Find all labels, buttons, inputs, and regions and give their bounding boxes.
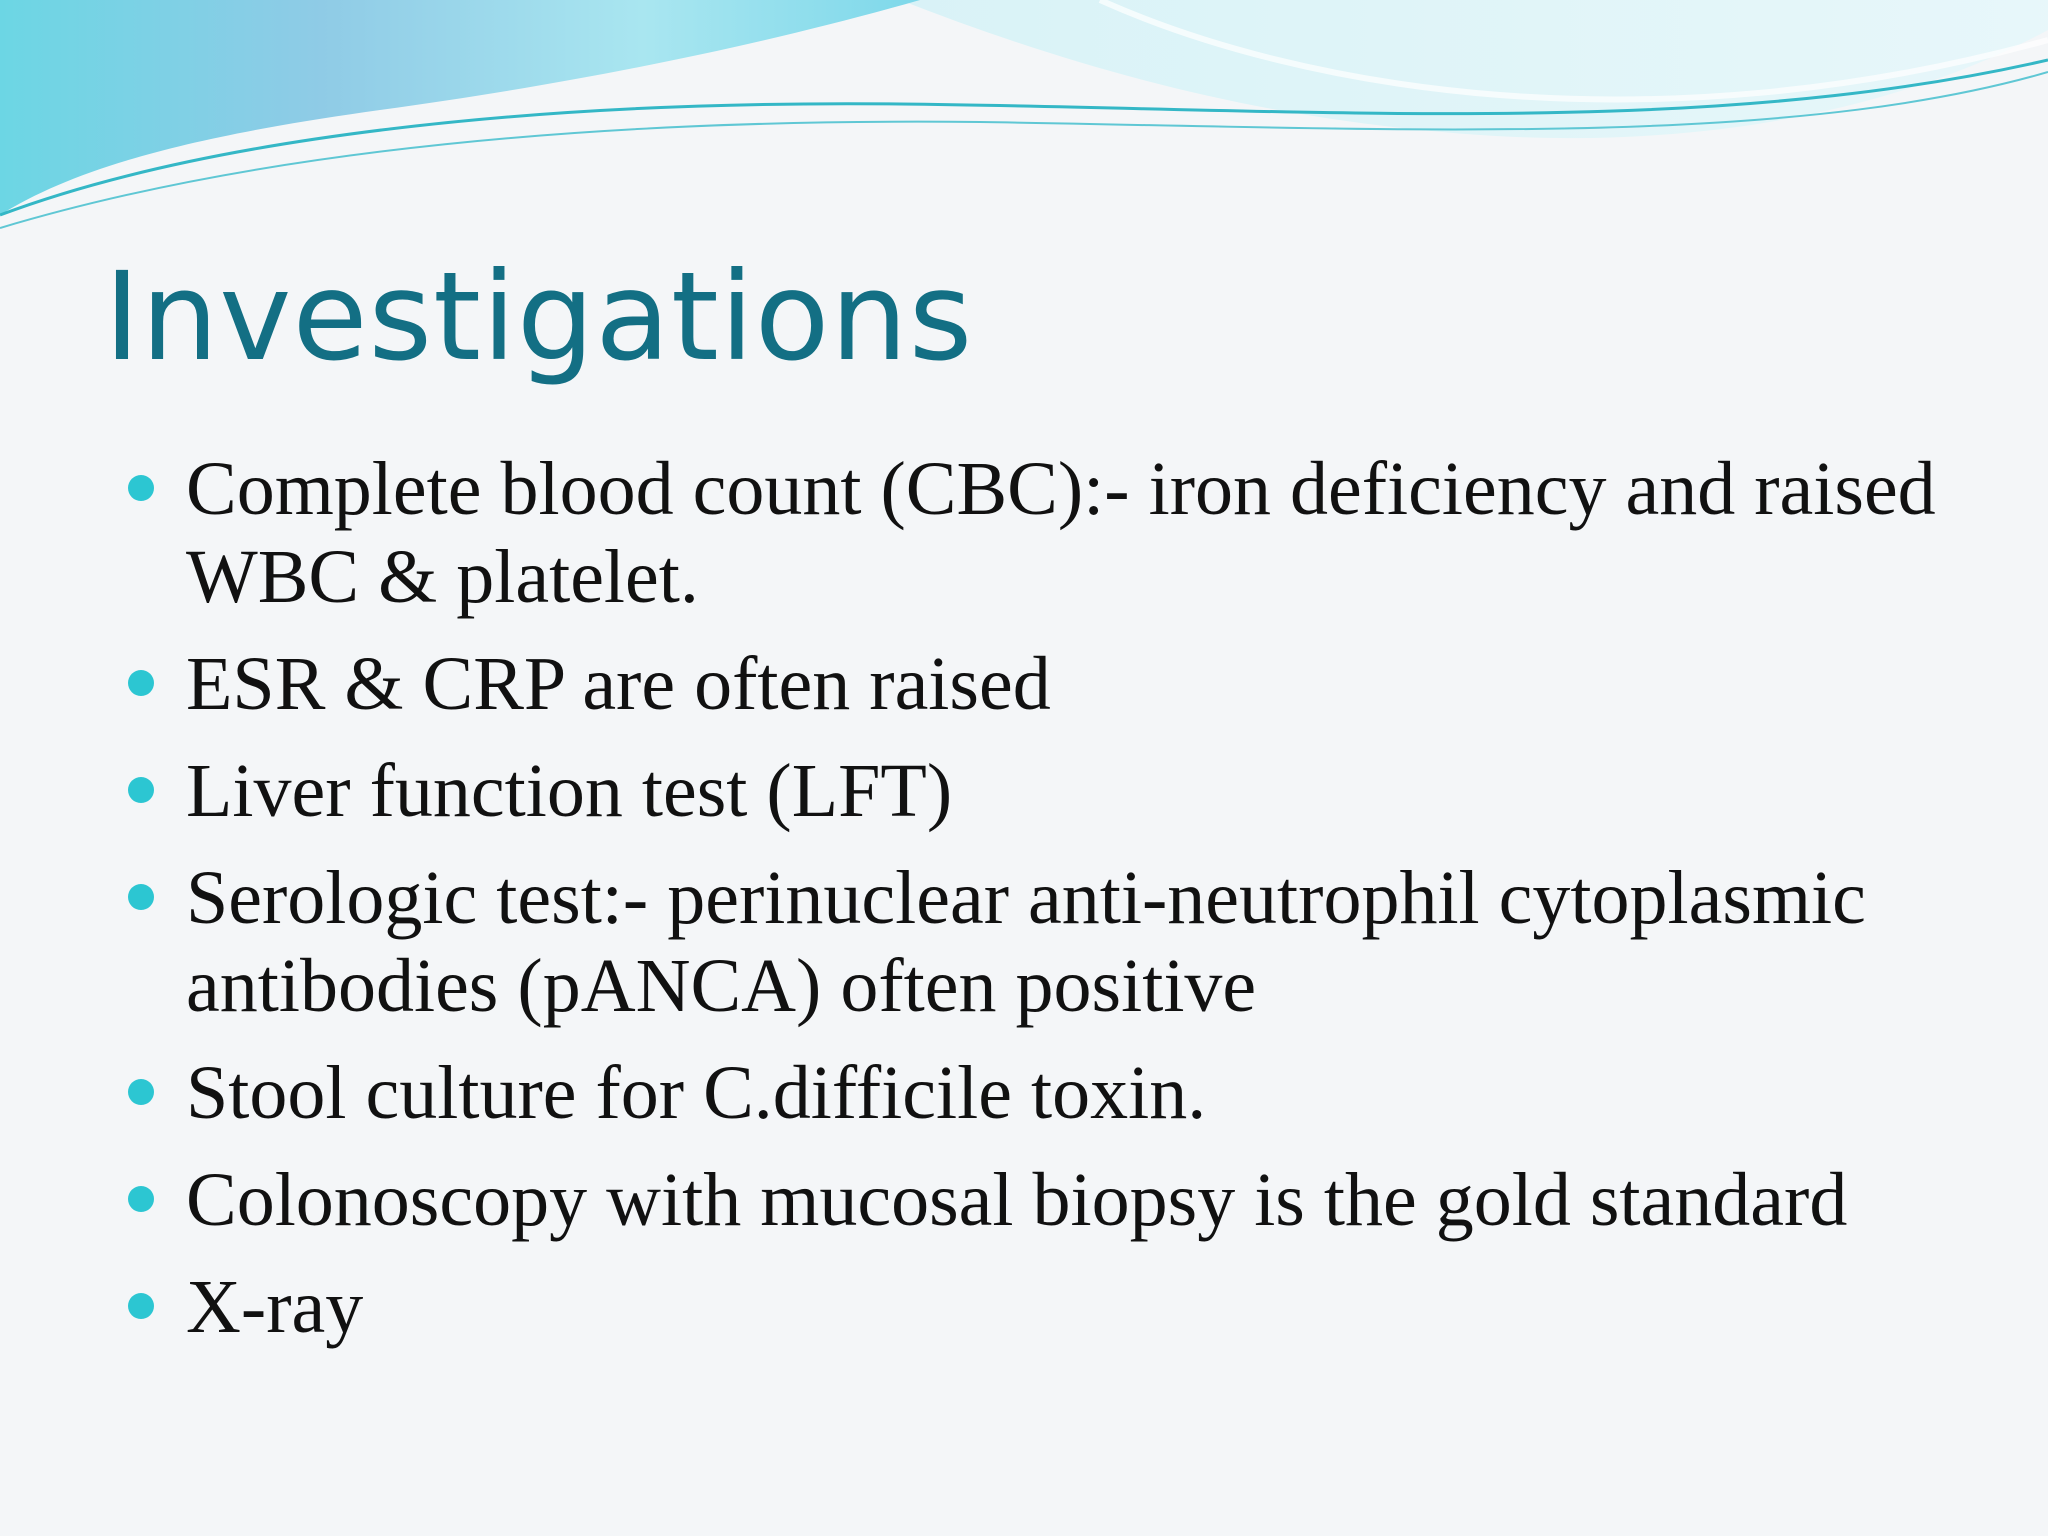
- bullet-item-lft: [128, 747, 2008, 835]
- bullet-dot-icon: [128, 475, 154, 501]
- bullet-text: Stool culture for C.difficile toxin.: [186, 1051, 1207, 1135]
- bullet-dot-icon: [128, 1293, 154, 1319]
- bullet-item-xray: [128, 1263, 2008, 1351]
- bullet-dot-icon: [128, 1186, 154, 1212]
- bullet-dot-icon: [128, 670, 154, 696]
- bullet-item-serologic: [128, 854, 2008, 1030]
- bullet-dot-icon: [128, 777, 154, 803]
- bullet-text: X-ray: [186, 1265, 364, 1349]
- bullet-item-stool-culture: [128, 1049, 2008, 1137]
- bullet-text: Serologic test:- perinuclear anti-neutrophil cytoplasmic antibodies (pANCA) often positive: [186, 856, 1866, 1028]
- bullet-item-colonoscopy: [128, 1156, 2008, 1244]
- bullet-dot-icon: [128, 884, 154, 910]
- bullet-text: Liver function test (LFT): [186, 749, 953, 833]
- bullet-item-esr-crp: [128, 640, 2008, 728]
- bullet-list: [128, 445, 2008, 1370]
- slide-title: Investigations: [104, 246, 974, 388]
- bullet-item-cbc: [128, 445, 2008, 621]
- bullet-text: Complete blood count (CBC):- iron deficiency and raised WBC & platelet.: [186, 447, 1936, 619]
- header-wave-decoration: [0, 0, 2048, 240]
- bullet-dot-icon: [128, 1079, 154, 1105]
- bullet-text: Colonoscopy with mucosal biopsy is the gold standard: [186, 1158, 1848, 1242]
- bullet-text: ESR & CRP are often raised: [186, 642, 1051, 726]
